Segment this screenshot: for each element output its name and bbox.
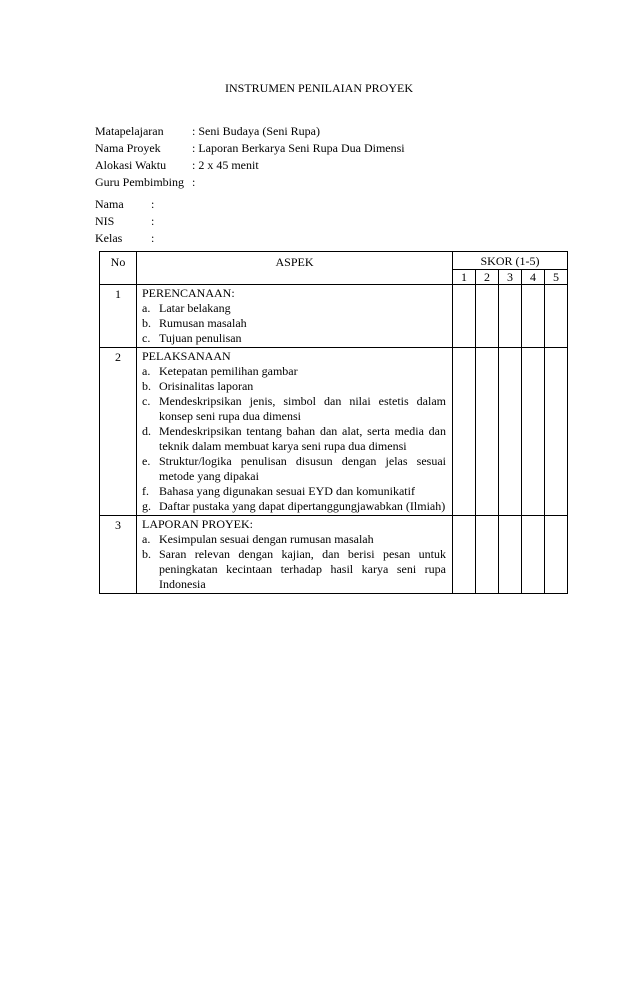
score-cell[interactable] (499, 348, 522, 516)
student-info (95, 196, 154, 247)
score-cell[interactable] (522, 516, 545, 594)
item-text: Mendeskripsikan jenis, simbol dan nilai estetis dalam konsep seni rupa dua dimensi (159, 394, 446, 424)
info-label: Nama Proyek (95, 141, 161, 155)
score-col-header: 1 (453, 270, 476, 285)
item-text: Kesimpulan sesuai dengan rumusan masalah (159, 532, 374, 547)
item-text: Daftar pustaka yang dapat dipertanggungjawabkan (Ilmiah) (159, 499, 446, 514)
score-cell[interactable] (499, 285, 522, 348)
score-col-header: 5 (545, 270, 568, 285)
aspek-cell (137, 285, 453, 348)
table-row (100, 348, 568, 516)
score-cell[interactable] (545, 348, 568, 516)
score-col-header: 4 (522, 270, 545, 285)
item-text: Ketepatan pemilihan gambar (159, 364, 298, 379)
item-marker: c. (142, 331, 151, 346)
info-value: : 2 x 45 menit (192, 158, 259, 172)
score-cell[interactable] (522, 285, 545, 348)
item-marker: b. (142, 379, 151, 394)
section-title: PERENCANAAN: (142, 286, 235, 301)
section-title: PELAKSANAAN (142, 349, 231, 364)
aspek-item (142, 484, 446, 499)
table-row (100, 285, 568, 348)
section-title: LAPORAN PROYEK: (142, 517, 254, 532)
score-col-header: 2 (476, 270, 499, 285)
score-cell[interactable] (453, 285, 476, 348)
score-cell[interactable] (476, 516, 499, 594)
info-row (95, 157, 405, 174)
item-marker: b. (142, 316, 151, 331)
item-text: Struktur/logika penulisan disusun dengan jelas sesuai metode yang dipakai (159, 454, 446, 484)
item-text: Tujuan penulisan (159, 331, 242, 346)
aspek-item (142, 499, 446, 514)
info-label: Guru Pembimbing (95, 175, 184, 189)
item-marker: d. (142, 424, 151, 439)
item-marker: f. (142, 484, 149, 499)
info-label: Matapelajaran (95, 124, 164, 138)
score-cell[interactable] (453, 516, 476, 594)
student-row (95, 196, 154, 213)
score-cell[interactable] (476, 348, 499, 516)
info-label: Alokasi Waktu (95, 158, 167, 172)
aspek-item (142, 301, 446, 316)
item-marker: b. (142, 547, 151, 562)
info-row (95, 140, 405, 157)
header-row (100, 252, 568, 270)
student-label: Nama (95, 197, 124, 211)
score-cell[interactable] (453, 348, 476, 516)
info-value: : (192, 175, 196, 189)
item-marker: a. (142, 532, 151, 547)
score-cell[interactable] (545, 285, 568, 348)
col-skor-header: SKOR (1-5) (453, 252, 568, 270)
score-cell[interactable] (522, 348, 545, 516)
document-title: INSTRUMEN PENILAIAN PROYEK (225, 81, 413, 95)
item-text: Mendeskripsikan tentang bahan dan alat, serta media dan teknik dalam membuat karya seni rupa dua dimensi (159, 424, 446, 454)
project-info (95, 123, 405, 191)
aspek-item (142, 331, 446, 346)
info-value: : Laporan Berkarya Seni Rupa Dua Dimensi (192, 141, 405, 155)
student-value: : (151, 197, 155, 211)
col-no-header: No (100, 252, 137, 285)
student-label: Kelas (95, 231, 123, 245)
score-cell[interactable] (545, 516, 568, 594)
col-aspek-header: ASPEK (137, 252, 453, 285)
table-row (100, 516, 568, 594)
row-number: 3 (100, 516, 137, 594)
item-text: Rumusan masalah (159, 316, 247, 331)
score-cell[interactable] (499, 516, 522, 594)
assessment-table (99, 251, 568, 594)
score-cell[interactable] (476, 285, 499, 348)
info-row (95, 123, 405, 140)
item-marker: c. (142, 394, 151, 409)
item-marker: a. (142, 301, 151, 316)
item-marker: g. (142, 499, 151, 514)
aspek-cell (137, 516, 453, 594)
student-row (95, 213, 154, 230)
item-text: Latar belakang (159, 301, 231, 316)
aspek-item (142, 532, 446, 547)
aspek-cell (137, 348, 453, 516)
item-text: Saran relevan dengan kajian, dan berisi pesan untuk peningkatan kecintaan terhadap hasil karya seni rupa Indonesia (159, 547, 446, 592)
aspek-item (142, 379, 446, 394)
item-text: Bahasa yang digunakan sesuai EYD dan komunikatif (159, 484, 415, 499)
aspek-item (142, 454, 446, 484)
score-col-header: 3 (499, 270, 522, 285)
item-marker: e. (142, 454, 151, 469)
row-number: 2 (100, 348, 137, 516)
aspek-item (142, 364, 446, 379)
aspek-item (142, 316, 446, 331)
student-value: : (151, 214, 155, 228)
aspek-item (142, 424, 446, 454)
student-row (95, 230, 154, 247)
aspek-item (142, 394, 446, 424)
info-row (95, 174, 405, 191)
row-number: 1 (100, 285, 137, 348)
student-label: NIS (95, 214, 115, 228)
student-value: : (151, 231, 155, 245)
item-text: Orisinalitas laporan (159, 379, 254, 394)
info-value: : Seni Budaya (Seni Rupa) (192, 124, 320, 138)
item-marker: a. (142, 364, 151, 379)
aspek-item (142, 547, 446, 592)
